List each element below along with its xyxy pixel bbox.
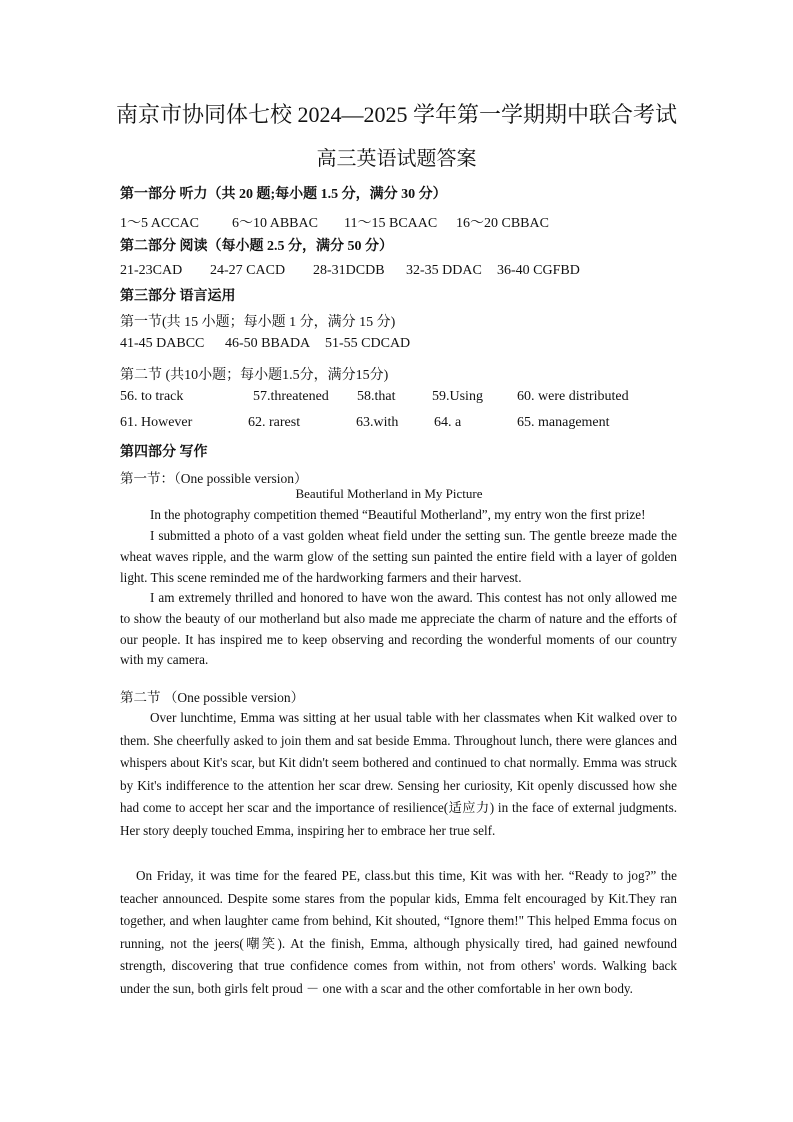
part2-answer: 24-27 CACD (210, 263, 286, 278)
page-subtitle: 高三英语试题答案 (316, 148, 477, 170)
essay-paragraph: In the photography competition themed “Beautiful Motherland”, my entry won the first prize! (150, 507, 646, 522)
part1-answer: 16～20 CBBAC (456, 216, 549, 231)
part3-answer: 46-50 BBADA (225, 336, 311, 351)
part1-answer: 1～5 ACCAC (120, 216, 199, 231)
page-title: 南京市协同体七校 2024—2025 学年第一学期期中联合考试 (115, 102, 677, 127)
part4-heading: 第四部分 写作 (120, 445, 208, 460)
part2-heading: 第二部分 阅读（每小题 2.5 分，满分 50 分） (120, 239, 393, 254)
story-paragraph: On Friday, it was time for the feared PE, class.but this time, Kit was with her. “Ready to jog?” the teacher announced. Despite some stares from the popular kids, Emma felt encouraged by Kit.They ran together, and when laughter came from behind, Kit shouted, “Ignore them!" This helped Emma focus on running, not the jeers(嘲笑). At the finish, Emma, although physically tired, had gained newfound strength, discovering that true confidence comes from within, not from others' words. Walking back under the sun, both girls felt proud － one with a scar and the other comfortable in her own body. (120, 868, 677, 996)
part3-answer: 41-45 DABCC (120, 336, 205, 351)
blank-answer: 64. a (434, 415, 462, 430)
blank-answer: 56. to track (120, 389, 184, 404)
blank-answer: 59.Using (432, 389, 483, 404)
blank-answer: 60. were distributed (517, 389, 629, 404)
essay-paragraph: I submitted a photo of a vast golden wheat field under the setting sun. The gentle breeze made the wheat waves ripple, and the warm glow of the setting sun painted the entire field with a layer of golden light. This scene reminded me of the hardworking farmers and their harvest. (120, 528, 677, 585)
part1-answer: 6～10 ABBAC (232, 216, 318, 231)
part1-answer: 11～15 BCAAC (344, 216, 438, 231)
blank-answer: 65. management (517, 415, 610, 430)
part2-answer: 36-40 CGFBD (497, 263, 580, 278)
blank-answer: 62. rarest (248, 415, 301, 430)
part3-heading: 第三部分 语言运用 (120, 289, 236, 304)
part2-answer: 21-23CAD (120, 263, 183, 278)
essay-paragraph: I am extremely thrilled and honored to have won the award. This contest has not only allowed me to show the beauty of our motherland but also made me appreciate the charm of nature and the efforts of our people. It has inspired me to keep observing and recording the wonderful moments of our country with my camera. (120, 590, 677, 668)
part3-section1-heading: 第一节(共 15 小题；每小题 1 分，满分 15 分) (120, 315, 396, 330)
part3-section2-heading: 第二节 (共10小题；每小题1.5分，满分15分) (120, 368, 389, 383)
blank-answer: 61. However (120, 415, 193, 430)
part2-answer: 28-31DCDB (313, 263, 385, 278)
blank-answer: 63.with (356, 415, 399, 430)
part4-section1-heading: 第一节：（One possible version） (120, 471, 308, 486)
part3-answer: 51-55 CDCAD (325, 336, 411, 351)
part1-heading: 第一部分 听力（共 20 题;每小题 1.5 分，满分 30 分） (120, 187, 447, 202)
part2-answer: 32-35 DDAC (406, 263, 482, 278)
part4-section2-heading: 第二节 （One possible version） (120, 690, 305, 705)
blank-answer: 58.that (357, 389, 396, 404)
essay-title: Beautiful Motherland in My Picture (295, 486, 483, 501)
story-paragraph: Over lunchtime, Emma was sitting at her usual table with her classmates when Kit walked over to them. She cheerfully asked to join them and sat beside Emma. Throughout lunch, there were glances and whispers about Kit's scar, but Kit didn't seem bothered and continued to chat normally. Emma was struck by Kit's indifference to the attention her scar drew. Sensing her curiosity, Kit openly discussed how she had come to accept her scar and the importance of resilience(适应力) in the face of external judgments. Her story deeply touched Emma, inspiring her to embrace her true self. (120, 710, 677, 838)
blank-answer: 57.threatened (253, 389, 329, 404)
